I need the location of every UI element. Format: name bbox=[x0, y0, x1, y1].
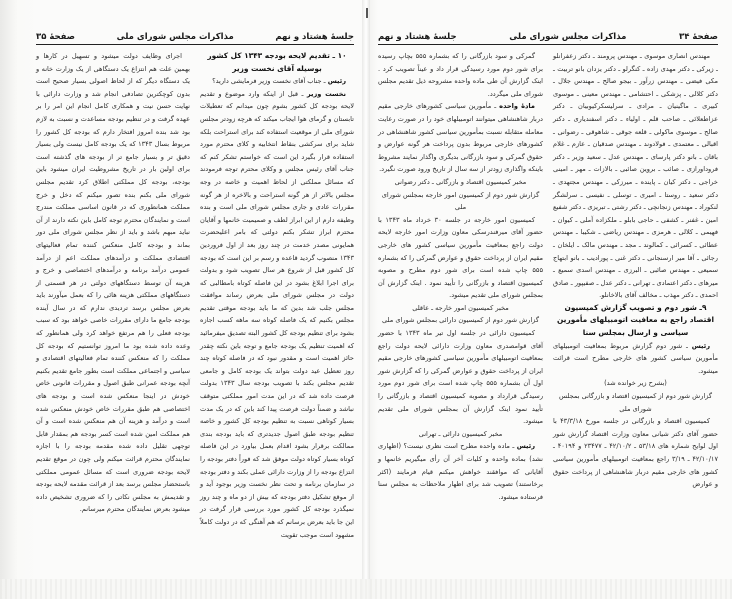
paragraph: گمرکی و سود بازرگانی را که بشماره ۵۵۵ بچاپ رسیده برای شور دوم مورد رسیدگی قرار داد و عیناً تصویب کرد . اینک گزارش آن طی ماده واحده مشروحه ذیل تقدیم مجلس شورای ملی میگردد. bbox=[378, 52, 543, 98]
paragraph: مادهٔ واحده ـ مأمورین سیاسی کشورهای خارجی مقیم دربار شاهنشاهی میتوانند اتومبیلهای خود را در صورت رعایت معامله متقابله نسبت بمأمورین سیاسی کشور شاهنشاهی در کشورهای خارجی مربوط بدون پرداخت هر گونه عوارض و حقوق گمرکی و سود بازرگانی بدیگری واگذار نمایند مشروط باینکه واگذاری زودتر از سه سال از تاریخ ورود صورت نگیرد. bbox=[378, 102, 543, 174]
rapporteur-line: مخبر کمیسیون دارائی ـ تهرانی bbox=[418, 429, 503, 438]
speaker-label: نخست وزیر bbox=[306, 89, 346, 98]
text-columns bbox=[378, 50, 718, 503]
column-right bbox=[200, 50, 354, 541]
speaker-label: رئیس bbox=[691, 341, 710, 350]
paragraph: کمیسیون امور خارجه در جلسه ۳۰ خرداد ماه ۱۳۴۳ با حضور آقای میرفندرسکی معاون وزارت امور خارجه لایحه دولت راجع بمعافیت مأمورین سیاسی کشور های خارجی مقیم ایران از پرداخت حقوق و عوارض گمرکی را که بشماره ۵۵۵ چاپ شده است برای شور دوم مطرح و مصوبه کمیسیون اقتصاد و بازرگانی را تأیید نمود . اینک گزارش آن بمجلس شورای ملی تقدیم میشود. bbox=[378, 215, 543, 300]
paragraph: کمیسیون اقتصاد و بازرگانی در جلسه مورخ ۴۳/۳/۱۸ با حضور آقای دکتر شیانی معاون وزارت اقتصاد گزارش شور اول لوایح شماره های ۵۳/۱۸ ـ ۴۲/۱۰/۲ ـ ۲۳۴۷۷ و ۴۰۱۹۴ ـ ۴۲/۱۰/۱۷ ـ ۳/۱۹ راجع بمعافیت اتومبیلهای مأمورین سیاسی کشور های خارجی مقیم دربار شاهنشاهی از پرداخت حقوق و عوارض bbox=[553, 417, 719, 489]
text-columns bbox=[36, 50, 354, 541]
paragraph: رئیس ـ جناب آقای نخست وزیر فرمایشی دارید؟ bbox=[212, 77, 346, 86]
journal-title: مذاکرات مجلس شورای ملی bbox=[509, 32, 627, 42]
report-title: گزارش شور دوم از کمیسیون اقتصاد و بازرگانی بمجلس شورای ملی bbox=[558, 392, 712, 413]
session-label: جلسهٔ هشتاد و نهم bbox=[275, 32, 354, 42]
paragraph: رئیس ـ ماده واحده مطرح است نظری نیست؟ (اظهاری نشد) بماده واحده و کلیات آخر آن رأی میگیریم خانمها و آقایانی که موافقند خواهش میکنم قیام فرمایند (اکثر برخاستند) تصویب شد برای اظهار ملاحظات به مجلس سنا فرستاده میشود. bbox=[378, 442, 543, 501]
page-number: صفحهٔ ۳۴ bbox=[679, 32, 718, 42]
speaker-label: رئیس bbox=[327, 77, 346, 86]
report-title: گزارش شور دوم از کمیسیون دارائی بمجلس شورای ملی bbox=[382, 316, 539, 325]
journal-title: مذاکرات مجلس شورای ملی bbox=[116, 32, 234, 42]
speaker-label: مادهٔ واحده bbox=[499, 102, 535, 111]
stage-note: (بشرح زیر خوانده شد) bbox=[604, 379, 667, 388]
column-right bbox=[553, 50, 718, 503]
rapporteur-line: مخبر کمیسیون امور خارجه ـ عاقلی bbox=[412, 303, 509, 312]
session-label: جلسهٔ هشتاد و نهم bbox=[378, 32, 457, 42]
header-rule bbox=[36, 44, 354, 45]
column-left bbox=[378, 50, 543, 503]
column-left bbox=[36, 50, 190, 541]
page-number: صفحهٔ ۳۵ bbox=[36, 32, 75, 42]
header-rule bbox=[378, 44, 718, 45]
running-head bbox=[378, 28, 718, 42]
page-34 bbox=[366, 0, 732, 599]
paragraph: اجرای وظایف دولت میشود و تسهیل در کارها و بهمین علت هم انتزاع یک دستگاهی از یک وزارت خانه و یک دستگاه دیگر که از لحاظ اصولی بسیار صحیح است بدون کوچکترین تصادفی انجام شد و وزارت دارائی با نهایت حسن نیت و همکاری کامل انجام این امر را بر عهده گرفت و در تنظیم بودجه مساعدت و نسبت به لازم بود شد بنده امروز افتخار دارم که بودجه کل کشور را مربوط بسال ۱۳۴۳ که یک بودجه کامل نیست ولی بسیار دقیق تر و بسیار جامع تر از بودجه های گذشته است برای اولین بار در تاریخ مشروطیت ایران میشود باین بودجه، بودجه کل مملکتی اطلاق کرد تقدیم مجلس شورای ملی بکنم بنده تصور میکنم که دخل و خرج مملکت همانطوری که در قانون اساسی مملکت مندرج است و نمایندگان محترم توجه کامل باین نکته دارند از آن نباید مبهم باشد و باید از نظر مجلس شورای ملی دور بماند و بودجه کامل منعکس کننده تمام فعالیتهای اقتصادی مملکت و درآمدهای مملکت اعم از درآمد عمومی درآمد برنامه و درآمدهای اختصاصی و خرج و هزینه آن توسط دستگاههای دولتی در هر قسمتی از دستگاههای مملکتی هزینه هائی را که بعمل میآورند باید بعرض مجلس برسد تردیدی ندارم که در سال آینده بودجه جامع ما دارای مقررات خاصی خواهد بود که سبب بودجه فعلی را هم مرتفع خواهد کرد ولی همانطور که وعده داده شده بود ما امروز توانستیم که بودجه کل مملکت را که منعکس کننده تمام فعالیتهای اقتصادی و سیاسی و اجتماعی مملکت است بطور جامع تقدیم بکنیم آنچه بودجه عمرانی طبق اصول و مقررات قانونی خاص خودش در اینجا منعکس شده است و بودجه های اختصاصی هم طبق مقررات خاص خودش منعکس شده است و درآمد و هزینه آن هم منعکس شده است و آن هم مملکت امین شده است کسر بودجه هم بمقدار قابل توجهی تقلیل داده شده مقدمه بودجه را با اجازه نمایندگان محترم قرائت میکنم ولی چون در موقع تقدیم لایحه بودجه ضروری است که مسائل عمومی مملکتی باستحضار مجلس برسد بعد از قرائت مقدمه لایحه بودجه و تقدیمش به مجلس نکاتی را که ضروری تشخیص داده میشود بعرض نمایندگان محترم میرسانم. bbox=[36, 52, 190, 514]
speaker-label: رئیس bbox=[516, 442, 535, 451]
paragraph: رئیس ـ شور دوم گزارش مربوط بمعافیت اتومبیلهای مأمورین سیاسی کشور های خارجی مطرح است قرائت میشود. bbox=[553, 341, 718, 375]
paragraph: نخست وزیر ـ قبل از اینکه وارد موضوع و تقدیم لایحه بودجه کل کشور بشوم چون میدانم که تعطیلات تابستان و گرمای هوا ایجاب میکند که هرچه زودتر مجلس شورای ملی از موقعیت استفاده کند برای استراحت بلکه شاید برای سرکشی بنقاط انتخابیه و کلای محترم مورد استفاده قرار بگیرد این است که خواستم تشکر کنم که جناب آقای رئیس مجلس و وکلای محترم توجه فرمودند که مسائل مملکتی از لحاظ اهمیت و خاصه در وجه مجلس بالاتر از هر گونه استراحت و بالاخره از هر گونه مقررات عادی و جاری مجلس شورای ملی است و بنده وظیفه دارم از این ابراز لطف و صمیمیت خانمها و آقایان محترم ابراز تشکر بکنم دولتی که بامر اعلیحضرت همایونی مصدر خدمت در چند روز بعد از اول فروردین ۱۳۴۳ منصوب گردید قاعده و رسم بر این است که بودجه کل کشور قبل از شروع هر سال تصویب شود و بدولت برای اجرا ابلاغ بشود در این فاصله کوتاه بامطالبی که دولت در مجلس شورای ملی بعرض رساند موافقت مجلس جلب شد بدین که ما باید بودجه موقتی تقدیم مجلس بکنیم که یک فاصله کوتاه سه ماهه کسب اجازه بشود برای تنظیم بودجه کل کشور البته تصدیق میفرمائید که اهمیت تنظیم یک بودجه جامع و توجه باین نکته چقدر حائز اهمیت است و مقدور نبود که در فاصله کوتاه چند روز تعطیل عید دولت بتواند یک بودجه کامل و جامعی تقدیم مجلس بکند با تصویب بودجه سال ۱۳۴۳ بدولت فرصت داده شد که در این مدت امور مملکتی متوقف نباشد و ضمناً دولت فرصت پیدا کند باین که در یک مدت بسیار کوتاهی نسبت به تنظیم بودجه کل کشور و خاصه تنظیم بودجه طبق اصول جدیدتری که باید بودجه بندی ممالکت برقرار بشود اقدام بعمل بیاورد در این فاصله کوتاه بسیار کوتاه دولت موفق شد که فوراً دفتر بودجه را انتزاع بودجه را از وزارت دارائی عملی بکند و دفتر بودجه در سازمان برنامه و تحت نظر نخست وزیر بوجود آید و از موقع تشکیل دفتر بودجه که بیش از دو ماه و چند روز نمیگذرد بودجه کل کشور مورد بررسی قرار گرفت در این جا باید بعرض برسانم که هم آهنگی که در دولت کاملاً مشهود است موجب تقویت bbox=[200, 89, 355, 539]
rapporteur-line: مخبر کمیسیون اقتصاد و بازرگانی ـ دکتر رضوانی bbox=[394, 177, 527, 186]
binding-gutter bbox=[362, 0, 370, 599]
report-title: گزارش شور دوم از کمیسیون امور خارجه بمجلس شورای ملی bbox=[381, 190, 540, 212]
page-edge-mark bbox=[366, 8, 368, 18]
paragraph: کمیسیون دارائی در جلسه اول تیر ماه ۱۳۴۳ با حضور آقای قوامصدری معاون وزارت دارائی لایحه دولت راجع بمعافیت اتومبیلهای مأمورین سیاسی کشورهای خارجی مقیم ایران از پرداخت حقوق و عوارض گمرکی را که گزارش شور اول آن بشماره ۵۵۵ چاپ شده است برای شور دوم مورد رسیدگی قرارداد و مصوبه کمیسیون اقتصاد و بازرگانی را تأیید نمود اینک گزارش آن بمجلس شورای ملی تقدیم میشود. bbox=[378, 329, 543, 426]
paragraph: مهندس انصاری موسوی ـ مهندس پرومند ـ دکتر زعفرانلو ـ زیرکی ـ دکتر مهدی زاده ـ کنگرلو ـ دکتر یزدان بانو تربیت ـ مکی فیضی ـ مهندس زرآور ـ بیجو صالح ـ مهندس جلال ـ دکتر کلالی ـ پزشکی ـ احتشامی ـ مهندس معینی ـ موسوی کبیری ـ ماگینیان ـ مرادی ـ سرلیسکرکیوبیان ـ دکتر عزاطعلائی ـ صاحب قلم ـ اولیاء ـ دکتر اسفندیاری ـ دکتر صالح ـ موسوی ماکولی ـ قلعه جوقی ـ شاهوقی ـ رضوانی ـ اقبالی ـ معتمدی ـ فولادوند ـ مهندس صدقیان ـ عازم ـ غلام باقان ـ بانو دکتر پارسای ـ مهندس عدل ـ سعید وزیر ـ دکتر فروداورازی ـ صائب ـ بروین صائبی ـ بالازات ـ مهر ـ امینی خراجی ـ دکتر کیان ـ پاینده ـ میرزکی ـ مهندس مجتهدی ـ دکتر سعید ـ روستا ـ امیری ـ توسلی ـ نفیسی ـ سرلشگر لنکوراد ـ مهندس زنجانچی ـ دکتر رشتی ـ تبریزی ـ دکتر شفیع امین ـ غفنر ـ کشفی ـ حاجی بابلو ـ ملکزاده آملی ـ کیوان ـ فهیمی ـ کلالی ـ هرمزی ـ مهندس ریاضی ـ شکیبا ـ مهندس عطائی ـ کسرائی ـ کمالوند ـ مجد ـ مهندس مالک ـ ایلخان ـ رجائی ـ آقا میر ارسنجانی ـ دکتر غنی ـ پورادیب ـ بانو ابتهاج سمیعی ـ مهندس صائبی ـ البرزی ـ مهندس اسدی سمیع ـ میرهای ـ دکتر اعتمادی ـ تهرانی ـ دکتر عدل ـ صفیپور ـ صادق احمدی ـ دکتر مهذب ـ مخالف آقای بالاخانلو. bbox=[553, 52, 718, 300]
section-heading: ۹ـ شور دوم و تصویب گزارش کمیسیون اقتصاد راجع به معافیت اتومبیلهای مأمورین سیاسی و ارسال بمجلس سنا bbox=[557, 302, 714, 338]
running-head bbox=[36, 28, 354, 42]
section-heading: ۱۰ ـ تقدیم لایحه بودجه ۱۳۴۳ کل کشور بوسیله آقای نخست وزیر bbox=[207, 51, 347, 73]
scan-bottom-edge bbox=[0, 579, 732, 599]
